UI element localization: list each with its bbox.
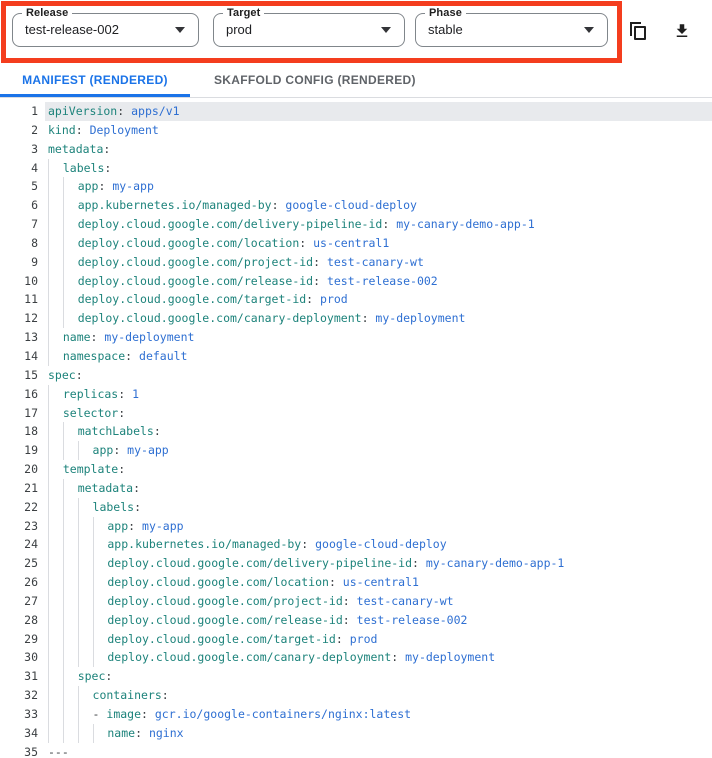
indent-guide — [48, 441, 63, 460]
code-line — [0, 686, 712, 705]
code-line — [0, 328, 712, 347]
indent-guide — [63, 196, 78, 215]
line-number: 28 — [24, 612, 38, 627]
indent-guide — [63, 253, 78, 272]
indent-guide — [48, 234, 63, 253]
indent-guide — [93, 535, 108, 554]
indent-guide — [63, 648, 78, 667]
code-line-content: app: my-app — [45, 441, 712, 460]
code-line — [0, 140, 712, 159]
line-number: 31 — [24, 669, 38, 684]
indent-guide — [63, 441, 78, 460]
line-number: 21 — [24, 480, 38, 495]
indent-guide — [48, 272, 63, 291]
indent-guide — [48, 479, 63, 498]
indent-guide — [48, 705, 63, 724]
code-line-content: labels: — [45, 159, 712, 178]
line-number: 10 — [24, 273, 38, 288]
indent-guide — [63, 686, 78, 705]
code-line-content: deploy.cloud.google.com/location: us-central1 — [45, 573, 712, 592]
line-number: 15 — [24, 367, 38, 382]
code-line-content: spec: — [45, 667, 712, 686]
code-line-content: deploy.cloud.google.com/release-id: test-release-002 — [45, 611, 712, 630]
indent-guide — [48, 573, 63, 592]
code-line-content: app.kubernetes.io/managed-by: google-cloud-deploy — [45, 535, 712, 554]
line-number: 30 — [24, 650, 38, 665]
line-number: 34 — [24, 725, 38, 740]
code-line-content: - image: gcr.io/google-containers/nginx:latest — [45, 705, 712, 724]
indent-guide — [48, 554, 63, 573]
phase-select-value: stable — [428, 22, 463, 37]
indent-guide — [63, 479, 78, 498]
code-line — [0, 196, 712, 215]
code-line-content: --- — [48, 744, 69, 758]
indent-guide — [63, 422, 78, 441]
code-line — [0, 102, 712, 121]
indent-guide — [48, 667, 63, 686]
code-line-content: deploy.cloud.google.com/delivery-pipeline-id: my-canary-demo-app-1 — [45, 554, 712, 573]
line-number: 9 — [31, 254, 38, 269]
indent-guide — [93, 630, 108, 649]
code-line — [0, 517, 712, 536]
indent-guide — [78, 441, 93, 460]
indent-guide — [63, 272, 78, 291]
line-number: 7 — [31, 217, 38, 232]
release-select-value: test-release-002 — [25, 22, 119, 37]
code-line-content: deploy.cloud.google.com/release-id: test-release-002 — [45, 272, 712, 291]
indent-guide — [48, 159, 63, 178]
code-line — [0, 743, 712, 758]
line-number: 17 — [24, 405, 38, 420]
phase-select[interactable] — [415, 7, 608, 47]
line-number: 29 — [24, 631, 38, 646]
code-line — [0, 705, 712, 724]
code-line-content: apiVersion: apps/v1 — [45, 102, 712, 121]
code-line-content: selector: — [45, 404, 712, 423]
indent-guide — [48, 385, 63, 404]
code-line-content: deploy.cloud.google.com/canary-deployment: my-deployment — [45, 309, 712, 328]
code-line — [0, 498, 712, 517]
line-number: 18 — [24, 424, 38, 439]
code-line-content: metadata: — [48, 141, 111, 156]
code-line — [0, 422, 712, 441]
line-number: 22 — [24, 499, 38, 514]
indent-guide — [63, 177, 78, 196]
indent-guide — [63, 667, 78, 686]
download-icon — [673, 22, 691, 40]
code-line-content: app.kubernetes.io/managed-by: google-cloud-deploy — [45, 196, 712, 215]
indent-guide — [93, 592, 108, 611]
line-number: 14 — [24, 348, 38, 363]
code-line-content: deploy.cloud.google.com/project-id: test-canary-wt — [45, 253, 712, 272]
code-line — [0, 630, 712, 649]
indent-guide — [63, 554, 78, 573]
code-line-content: matchLabels: — [45, 422, 712, 441]
line-number: 33 — [24, 707, 38, 721]
code-line — [0, 309, 712, 328]
line-number: 26 — [24, 575, 38, 590]
indent-guide — [93, 573, 108, 592]
indent-guide — [78, 498, 93, 517]
line-number: 2 — [31, 122, 38, 137]
code-line — [0, 177, 712, 196]
indent-guide — [63, 517, 78, 536]
line-number: 5 — [31, 179, 38, 194]
indent-guide — [93, 517, 108, 536]
code-line — [0, 234, 712, 253]
code-line — [0, 648, 712, 667]
dropdown-arrow-icon — [381, 27, 391, 33]
code-line — [0, 441, 712, 460]
line-number: 27 — [24, 593, 38, 608]
indent-guide — [48, 498, 63, 517]
indent-guide — [63, 724, 78, 743]
code-line — [0, 366, 712, 385]
line-number: 25 — [24, 556, 38, 571]
indent-guide — [63, 498, 78, 517]
line-number: 19 — [24, 443, 38, 458]
indent-guide — [48, 215, 63, 234]
line-number: 23 — [24, 518, 38, 533]
indent-guide — [63, 309, 78, 328]
indent-guide — [78, 648, 93, 667]
indent-guide — [63, 573, 78, 592]
code-line-content: deploy.cloud.google.com/delivery-pipeline-id: my-canary-demo-app-1 — [45, 215, 712, 234]
code-line — [0, 592, 712, 611]
indent-guide — [48, 253, 63, 272]
indent-guide — [48, 404, 63, 423]
tab-bar — [0, 63, 712, 98]
dropdown-arrow-icon — [584, 27, 594, 33]
code-line-content: deploy.cloud.google.com/target-id: prod — [45, 630, 712, 649]
indent-guide — [48, 611, 63, 630]
indent-guide — [78, 724, 93, 743]
code-line-content: kind: Deployment — [48, 122, 159, 137]
line-number: 3 — [31, 141, 38, 156]
code-line — [0, 121, 712, 140]
indent-guide — [78, 535, 93, 554]
indent-guide — [63, 611, 78, 630]
indent-guide — [48, 517, 63, 536]
code-line — [0, 290, 712, 309]
indent-guide — [93, 611, 108, 630]
line-number: 20 — [24, 462, 38, 477]
indent-guide — [63, 592, 78, 611]
indent-guide — [63, 630, 78, 649]
indent-guide — [78, 630, 93, 649]
indent-guide — [93, 648, 108, 667]
phase-select-label: Phase — [425, 6, 466, 20]
indent-guide — [63, 290, 78, 309]
indent-guide — [48, 347, 63, 366]
code-line-content: name: nginx — [45, 724, 712, 743]
copy-icon — [630, 22, 646, 40]
code-editor[interactable] — [0, 98, 712, 758]
code-line-content: deploy.cloud.google.com/canary-deployment: my-deployment — [45, 648, 712, 667]
indent-guide — [78, 517, 93, 536]
line-number: 4 — [31, 160, 38, 175]
target-select[interactable] — [213, 7, 405, 47]
code-line — [0, 215, 712, 234]
indent-guide — [63, 234, 78, 253]
code-line — [0, 611, 712, 630]
indent-guide — [78, 611, 93, 630]
release-select[interactable] — [12, 7, 199, 47]
indent-guide — [48, 177, 63, 196]
target-select-value: prod — [226, 22, 253, 37]
indent-guide — [48, 290, 63, 309]
code-line — [0, 535, 712, 554]
line-number: 13 — [24, 330, 38, 345]
indent-guide — [48, 422, 63, 441]
line-number: 6 — [31, 198, 38, 213]
indent-guide — [78, 592, 93, 611]
tab-manifest-rendered[interactable]: MANIFEST (RENDERED) — [0, 63, 190, 97]
target-select-label: Target — [223, 6, 264, 20]
copy-button[interactable] — [625, 18, 651, 44]
code-line-content: deploy.cloud.google.com/target-id: prod — [45, 290, 712, 309]
code-line-content: spec: — [48, 367, 83, 382]
indent-guide — [48, 686, 63, 705]
code-line-content: metadata: — [45, 479, 712, 498]
code-line-content: namespace: default — [45, 347, 712, 366]
code-line — [0, 272, 712, 291]
code-line — [0, 460, 712, 479]
line-number: 11 — [24, 292, 38, 307]
code-line-content: replicas: 1 — [45, 385, 712, 404]
code-line-content: deploy.cloud.google.com/location: us-central1 — [45, 234, 712, 253]
indent-guide — [93, 554, 108, 573]
indent-guide — [48, 328, 63, 347]
indent-guide — [48, 648, 63, 667]
code-line — [0, 385, 712, 404]
indent-guide — [48, 592, 63, 611]
code-line — [0, 347, 712, 366]
code-line-content: app: my-app — [45, 517, 712, 536]
code-line-content: app: my-app — [45, 177, 712, 196]
indent-guide — [48, 630, 63, 649]
indent-guide — [48, 724, 63, 743]
indent-guide — [48, 460, 63, 479]
line-number: 32 — [24, 688, 38, 703]
line-number: 24 — [24, 537, 38, 552]
release-select-label: Release — [22, 6, 72, 20]
code-line — [0, 479, 712, 498]
line-number: 12 — [24, 311, 38, 326]
indent-guide — [63, 535, 78, 554]
line-number: 1 — [31, 104, 38, 118]
code-line — [0, 554, 712, 573]
indent-guide — [78, 705, 93, 724]
line-number: 8 — [31, 235, 38, 250]
download-button[interactable] — [669, 18, 695, 44]
indent-guide — [48, 196, 63, 215]
indent-guide — [78, 573, 93, 592]
code-line-content: deploy.cloud.google.com/project-id: test-canary-wt — [45, 592, 712, 611]
code-line — [0, 667, 712, 686]
indent-guide — [78, 554, 93, 573]
code-line — [0, 573, 712, 592]
indent-guide — [63, 215, 78, 234]
code-line-content: template: — [45, 460, 712, 479]
code-line-content: name: my-deployment — [45, 328, 712, 347]
code-line — [0, 159, 712, 178]
line-number: 35 — [24, 744, 38, 758]
code-line — [0, 404, 712, 423]
dropdown-arrow-icon — [175, 27, 185, 33]
indent-guide — [63, 705, 78, 724]
code-line — [0, 724, 712, 743]
tab-skaffold-config-rendered[interactable]: SKAFFOLD CONFIG (RENDERED) — [214, 73, 416, 87]
indent-guide — [48, 535, 63, 554]
line-number: 16 — [24, 386, 38, 401]
code-line-content: labels: — [45, 498, 712, 517]
indent-guide — [93, 724, 108, 743]
code-line — [0, 253, 712, 272]
indent-guide — [78, 686, 93, 705]
indent-guide — [48, 309, 63, 328]
code-line-content: containers: — [45, 686, 712, 705]
